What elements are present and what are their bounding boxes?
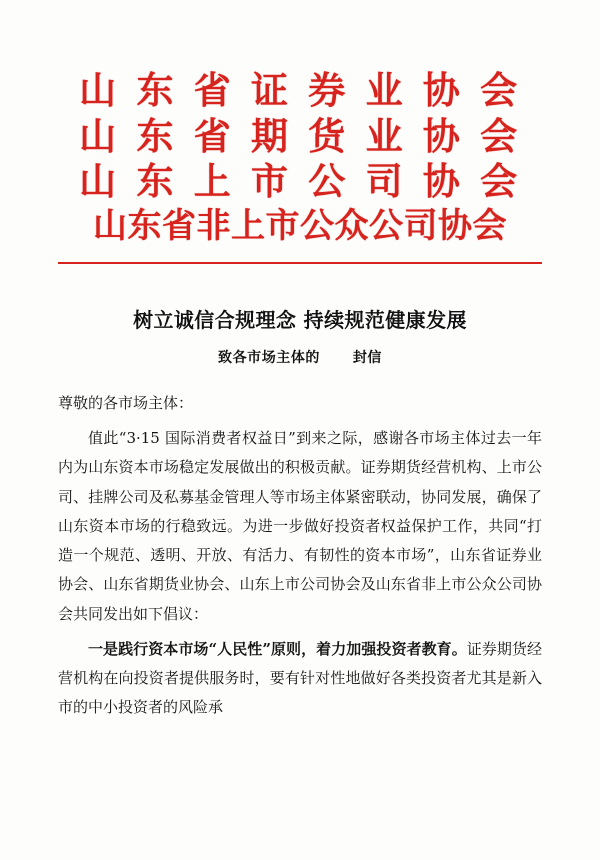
paragraph-1: 值此“3·15 国际消费者权益日”到来之际，感谢各市场主体过去一年内为山东资本市场稳定发展做出的积极贡献。证券期货经营机构、上市公司、挂牌公司及私募基金管理人等市场主体紧密联动，协同发展，确保了山东资本市场的行稳致远。为进一步做好投资者权益保护工作，共同“打造一个规范、透明、开放、有活力、有韧性的资本市场”，山东省证券业协会、山东省期货业协会、山东上市公司协会及山东省非上市公众公司协会共同发出如下倡议： bbox=[58, 429, 542, 623]
page-title: 树立诚信合规理念 持续规范健康发展 bbox=[133, 307, 467, 332]
letterhead-line-2: 山 东 省 期 货 业 协 会 bbox=[79, 113, 521, 158]
paragraph-2 bbox=[58, 635, 542, 723]
subtitle-right-text: 封信 bbox=[352, 349, 382, 366]
letterhead-line-1: 山 东 省 证 券 业 协 会 bbox=[79, 68, 521, 112]
paragraph-2-text: 证券期货经营机构在向投资者提供服务时，要有针对性地做好各类投资者尤其是新入市的中小投资者的风险承 bbox=[58, 639, 542, 717]
salutation: 尊敬的各市场主体： bbox=[58, 393, 194, 412]
paragraph-2-lead: 一是践行资本市场“人民性”原则，着力加强投资者教育。 bbox=[88, 639, 467, 658]
letterhead-divider bbox=[58, 262, 542, 264]
document-subtitle bbox=[58, 347, 542, 367]
document-body bbox=[58, 389, 542, 723]
letterhead-line-4: 山东省非上市公众公司协会 bbox=[92, 206, 508, 247]
subtitle-left-text: 致各市场主体的 bbox=[218, 349, 320, 366]
title-block bbox=[58, 304, 542, 367]
letterhead-line-3: 山 东 上 市 公 司 协 会 bbox=[79, 159, 521, 204]
letterhead bbox=[58, 0, 542, 264]
